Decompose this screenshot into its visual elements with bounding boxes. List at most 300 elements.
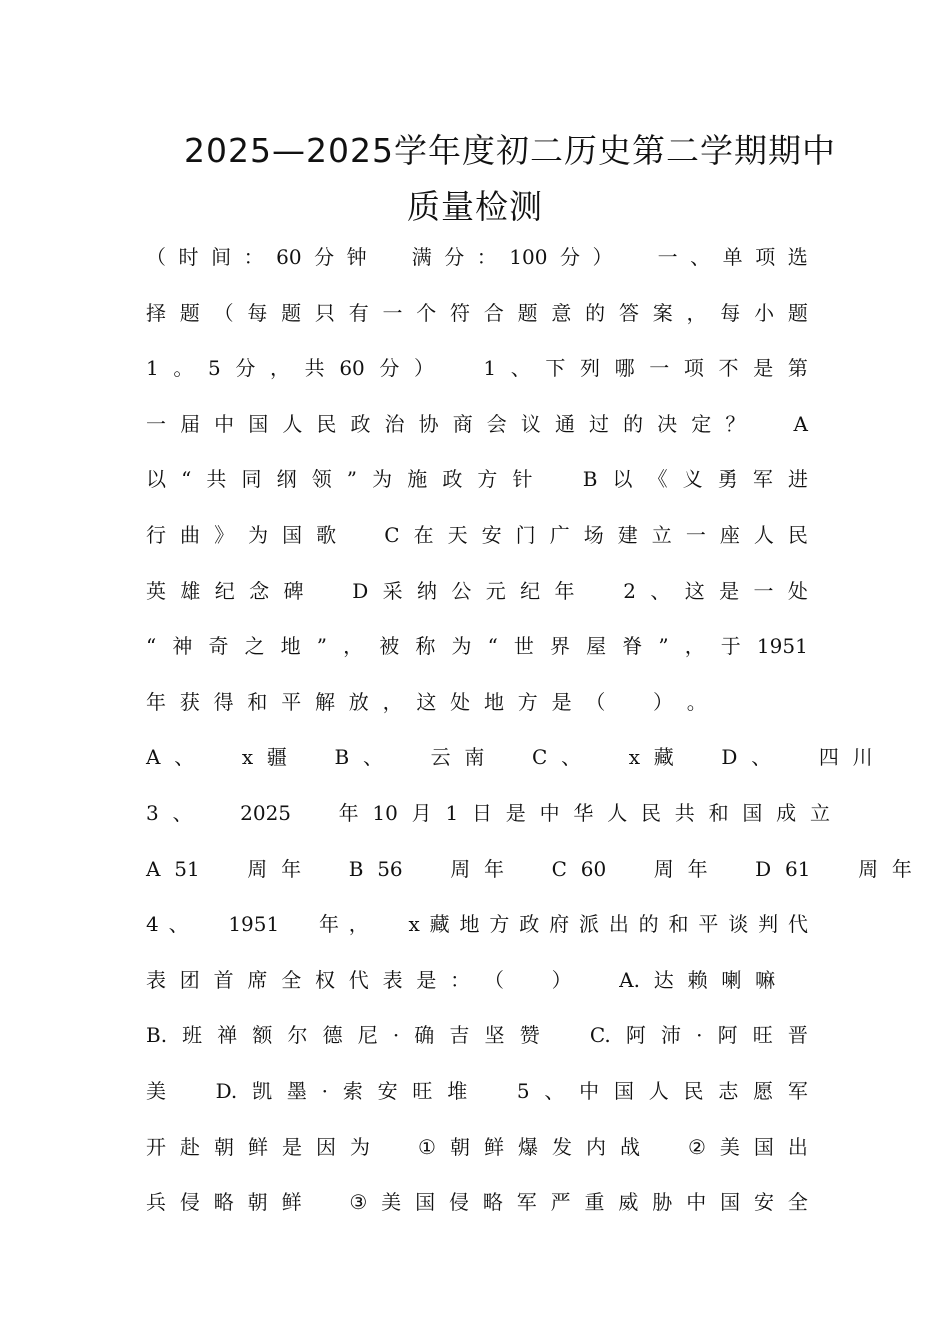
body-token (518, 854, 538, 884)
body-token: 只 (314, 300, 335, 325)
body-token: 门 (515, 523, 536, 547)
body-token: 这 (684, 578, 705, 603)
body-token: 略 (482, 1190, 503, 1215)
body-token (305, 798, 325, 828)
body-token: 》 (214, 523, 235, 547)
body-token: 符 (450, 300, 471, 325)
body-token: “ (487, 634, 498, 659)
body-token: 战 (619, 1134, 640, 1159)
body-token: 同 (241, 467, 262, 492)
body-token: 年 (891, 856, 912, 881)
body-token: 雄 (180, 578, 201, 603)
body-token: 纪 (520, 578, 541, 603)
body-token: 尼 (357, 1023, 378, 1048)
body-token: 略 (213, 1190, 234, 1215)
body-token (208, 742, 228, 772)
body-token: 权 (314, 967, 335, 992)
body-token: 小 (754, 300, 775, 325)
body-token (397, 742, 417, 772)
body-token: ” (316, 634, 328, 659)
body-token (548, 464, 568, 494)
body-token: 华 (573, 801, 594, 825)
body-token: A (146, 745, 161, 770)
body-token: 为 (451, 634, 472, 659)
body-token: 谈 (728, 912, 749, 937)
body-token: · (321, 1079, 329, 1103)
body-line-text (146, 576, 808, 606)
body-token: 题 (281, 300, 302, 325)
body-token: 年 (687, 856, 708, 881)
body-token: 的 (623, 411, 644, 436)
body-token: 人 (753, 523, 774, 547)
body-token: 、 (751, 745, 772, 770)
body-token: 人 (607, 801, 628, 825)
body-token: 的 (638, 912, 659, 937)
body-token (625, 242, 645, 272)
body-token: 和 (668, 912, 689, 937)
body-token: x (628, 745, 640, 770)
body-token: ） (414, 356, 435, 381)
body-line-text (146, 1132, 808, 1162)
body-line (146, 353, 808, 383)
body-token (824, 854, 844, 884)
body-token: 发 (551, 1134, 572, 1159)
body-line-text (146, 1020, 808, 1050)
body-token: 念 (249, 578, 270, 603)
body-token (315, 854, 335, 884)
body-token: 一 (382, 300, 403, 325)
body-line-text (146, 1076, 808, 1106)
body-token: 藏 (653, 745, 674, 770)
body-token: 题 (179, 300, 200, 325)
body-token: 100 (509, 245, 548, 269)
body-line-text (146, 520, 808, 550)
body-token: 2025 (240, 801, 292, 825)
body-token: 军 (787, 1079, 808, 1103)
body-token: 过 (589, 411, 610, 436)
body-token: 代 (787, 912, 808, 937)
body-token: 开 (146, 1134, 166, 1159)
body-token: 派 (578, 912, 599, 937)
body-token: 朝 (449, 1134, 470, 1159)
body-token: 治 (384, 411, 405, 436)
body-token: 为 (372, 467, 393, 492)
body-token: 府 (549, 912, 570, 937)
body-token (589, 576, 609, 606)
body-token (198, 909, 218, 939)
body-token: 墨 (286, 1079, 307, 1103)
body-token: 共 (304, 356, 325, 381)
body-token: 国 (282, 523, 303, 547)
body-line-text (146, 298, 808, 328)
body-token (449, 353, 469, 383)
body-token: 国 (753, 1134, 774, 1159)
body-token: 地 (483, 689, 504, 714)
body-token: 3 (146, 801, 159, 825)
body-line-text (146, 353, 808, 383)
body-token: 项 (755, 245, 776, 269)
body-token: 处 (450, 689, 471, 714)
body-token: 61 (785, 856, 811, 881)
body-token: 、 (561, 745, 582, 770)
body-token: A. (619, 967, 640, 992)
body-line (146, 1187, 808, 1217)
body-token (498, 742, 518, 772)
body-token: 、 (174, 745, 195, 770)
body-line (146, 798, 830, 828)
body-token (379, 242, 399, 272)
body-token (721, 854, 741, 884)
body-token: 场 (583, 523, 604, 547)
body-token (785, 742, 805, 772)
body-token: 立 (809, 801, 830, 825)
body-token: 中 (539, 801, 560, 825)
body-token: 坚 (484, 1023, 505, 1048)
body-token (585, 965, 605, 995)
body-token: 为 (248, 523, 269, 547)
body-token: 愿 (753, 1079, 774, 1103)
body-token (301, 742, 321, 772)
body-token: 一 (146, 411, 166, 436)
body-token: 立 (651, 523, 672, 547)
body-line-text (146, 687, 808, 717)
body-token: 军 (516, 1190, 537, 1215)
body-token: 中 (579, 1079, 600, 1103)
body-token (318, 576, 338, 606)
body-token: ， (348, 912, 369, 937)
body-token: 判 (758, 912, 779, 937)
body-token: 出 (787, 1134, 808, 1159)
body-token: 义 (682, 467, 703, 492)
body-token: 以 (612, 467, 633, 492)
body-token: 重 (584, 1190, 605, 1215)
body-token: ？ (725, 411, 746, 436)
body-token: 第 (787, 356, 808, 381)
body-token: （ (146, 245, 166, 269)
body-token: 美 (146, 1079, 166, 1103)
body-token: 团 (179, 967, 200, 992)
body-token (350, 520, 370, 550)
document-title-line-1: 2025—2025学年度初二历史第二学期期中 (184, 131, 836, 170)
body-token: 中 (686, 1190, 707, 1215)
body-token: 以 (146, 467, 166, 492)
body-token: 赴 (180, 1134, 200, 1159)
body-token: 60 (339, 356, 365, 381)
body-token: 方 (477, 467, 498, 492)
body-token: 1951 (756, 634, 808, 659)
body-token: 平 (281, 689, 302, 714)
body-token: （ (213, 300, 234, 325)
body-token: 纲 (276, 467, 297, 492)
body-token: 阿 (717, 1023, 738, 1048)
body-token: 民 (316, 411, 337, 436)
body-token: 国 (415, 1190, 436, 1215)
body-token: B (348, 856, 364, 881)
body-token: 奇 (208, 634, 229, 659)
body-token: 国 (248, 411, 269, 436)
body-token: 方 (489, 912, 510, 937)
body-token (181, 1076, 201, 1106)
body-line (146, 298, 808, 328)
body-token: （ (483, 967, 504, 992)
body-token: 共 (674, 801, 695, 825)
body-token: C. (589, 1023, 611, 1048)
body-token: 人 (648, 1079, 669, 1103)
body-token: 处 (787, 578, 808, 603)
body-token: 、 (168, 912, 189, 937)
body-line (146, 409, 808, 439)
body-token: 胁 (652, 1190, 673, 1215)
body-token: ， (684, 634, 705, 659)
body-token: 疆 (266, 745, 287, 770)
body-line (146, 965, 808, 995)
body-token: 尔 (287, 1023, 308, 1048)
body-token: 歌 (316, 523, 337, 547)
body-token: 1 (146, 356, 159, 381)
body-token: 分 (379, 356, 400, 381)
body-token: 放 (348, 689, 369, 714)
body-line-text (146, 854, 912, 884)
body-token: 是 (416, 967, 437, 992)
body-token (595, 742, 615, 772)
body-token (416, 854, 436, 884)
body-token: 天 (447, 523, 468, 547)
body-token: 获 (179, 689, 200, 714)
body-token: ， (270, 356, 291, 381)
body-token: 年 (554, 578, 575, 603)
body-token: 阿 (625, 1023, 646, 1048)
body-token: 1951 (228, 912, 280, 937)
body-token: 针 (512, 467, 533, 492)
body-token: ” (346, 467, 358, 492)
body-token: 南 (464, 745, 485, 770)
body-token: ② (687, 1134, 706, 1159)
body-token: 月 (411, 801, 432, 825)
body-token: 额 (252, 1023, 273, 1048)
body-token: 解 (314, 689, 335, 714)
body-token: 达 (653, 967, 674, 992)
body-token: 成 (776, 801, 797, 825)
body-token: ） (551, 967, 572, 992)
body-token: 得 (213, 689, 234, 714)
body-token: 英 (146, 578, 166, 603)
body-token: 单 (722, 245, 743, 269)
body-token: 和 (247, 689, 268, 714)
body-token: 确 (414, 1023, 435, 1048)
body-token: 年 (318, 912, 339, 937)
body-token: 政 (442, 467, 463, 492)
body-token: 施 (407, 467, 428, 492)
body-token (688, 742, 708, 772)
body-token: 朝 (214, 1134, 234, 1159)
body-token (482, 1076, 502, 1106)
body-token: B (582, 467, 598, 492)
body-token (619, 687, 639, 717)
body-token (384, 1132, 404, 1162)
body-line (146, 1020, 808, 1050)
body-token: 碑 (283, 578, 304, 603)
body-token: 60 (276, 245, 302, 269)
body-token: D (721, 745, 738, 770)
body-token: 地 (459, 912, 480, 937)
body-token: 屋 (586, 634, 607, 659)
body-token: 方 (517, 689, 538, 714)
body-token: 侵 (448, 1190, 469, 1215)
body-token: 10 (372, 801, 398, 825)
body-token (214, 854, 234, 884)
body-token: 1 (445, 801, 459, 825)
body-token: 严 (550, 1190, 571, 1215)
body-token: 钟 (346, 245, 367, 269)
body-token: D. (215, 1079, 238, 1103)
body-token: 一 (657, 245, 678, 269)
body-token: 凯 (252, 1079, 273, 1103)
body-token: 、 (544, 1079, 565, 1103)
body-token (654, 1132, 674, 1162)
body-token: 间 (211, 245, 232, 269)
body-token: 民 (787, 523, 808, 547)
body-token: 志 (718, 1079, 739, 1103)
body-token: 周 (653, 856, 674, 881)
body-token: 国 (742, 801, 763, 825)
body-token: 题 (517, 300, 538, 325)
body-token: 不 (718, 356, 739, 381)
body-line (146, 1076, 808, 1106)
body-token: ” (658, 634, 669, 659)
body-token: A (146, 856, 161, 881)
body-line-text (146, 798, 830, 828)
body-line (146, 854, 912, 884)
body-token: 出 (608, 912, 629, 937)
body-token: 世 (513, 634, 534, 659)
body-token: 年 (338, 801, 359, 825)
body-token: 神 (172, 634, 193, 659)
body-line (146, 909, 808, 939)
body-line (146, 687, 808, 717)
body-token: ， (382, 689, 403, 714)
body-token: ： (243, 245, 264, 269)
body-token: D (755, 856, 772, 881)
body-token: 行 (146, 523, 166, 547)
body-token: 四 (818, 745, 839, 770)
body-token: 兵 (146, 1190, 166, 1215)
body-token: 界 (550, 634, 571, 659)
body-token: 年 (484, 856, 505, 881)
body-token: · (696, 1023, 703, 1048)
body-token: 届 (180, 411, 201, 436)
body-token: 政 (350, 411, 371, 436)
body-token: 是 (282, 1134, 302, 1159)
body-token: 是 (505, 801, 526, 825)
body-token (379, 909, 399, 939)
body-token: 一 (649, 356, 670, 381)
body-token: 周 (247, 856, 268, 881)
body-token: B. (146, 1023, 168, 1048)
body-line-text (146, 631, 808, 661)
body-token: 为 (350, 1134, 370, 1159)
body-token: 安 (753, 1190, 774, 1215)
body-token: 军 (752, 467, 773, 492)
body-token: 称 (415, 634, 436, 659)
body-token: 分 (560, 245, 581, 269)
body-token: 民 (640, 801, 661, 825)
body-token (555, 1020, 575, 1050)
body-token: 中 (214, 411, 235, 436)
body-token: 表 (146, 967, 166, 992)
body-token: 决 (657, 411, 678, 436)
body-token: 是 (719, 578, 740, 603)
body-token (759, 409, 779, 439)
body-token: 德 (322, 1023, 343, 1048)
body-token: 纳 (417, 578, 438, 603)
body-token: 纪 (214, 578, 235, 603)
body-token: 周 (450, 856, 471, 881)
body-token: 爆 (517, 1134, 538, 1159)
body-token: 平 (698, 912, 719, 937)
body-token: 班 (182, 1023, 203, 1048)
body-token: 朝 (247, 1190, 268, 1215)
body-token: 政 (519, 912, 540, 937)
body-token: 会 (486, 411, 507, 436)
body-token: 美 (719, 1134, 740, 1159)
body-token (206, 798, 226, 828)
body-token: 定 (691, 411, 712, 436)
body-token: 、 (510, 356, 531, 381)
body-token: 鲜 (248, 1134, 268, 1159)
body-token: 选 (787, 245, 808, 269)
body-token: 共 (206, 467, 227, 492)
body-token (518, 965, 538, 995)
body-line (146, 464, 808, 494)
body-token: 人 (282, 411, 303, 436)
body-line-text (146, 242, 808, 272)
body-token: “ (146, 634, 157, 659)
body-token: 脊 (622, 634, 643, 659)
body-token: 地 (280, 634, 301, 659)
body-token: 商 (452, 411, 473, 436)
body-line-text (146, 742, 873, 772)
body-token: A (793, 411, 808, 436)
body-token: 侵 (179, 1190, 200, 1215)
body-token: 是 (753, 356, 774, 381)
body-token: 周 (858, 856, 879, 881)
body-token: 这 (416, 689, 437, 714)
body-token: 威 (618, 1190, 639, 1215)
body-token: 题 (787, 300, 808, 325)
body-token: 堆 (447, 1079, 468, 1103)
body-token: B (334, 745, 350, 770)
body-token: 云 (430, 745, 451, 770)
body-token: 公 (451, 578, 472, 603)
body-token: C (551, 856, 567, 881)
body-token: 国 (613, 1079, 634, 1103)
body-token: （ (585, 689, 606, 714)
body-token (620, 854, 640, 884)
body-token: 有 (348, 300, 369, 325)
body-token: 索 (342, 1079, 363, 1103)
body-token: 51 (174, 856, 200, 881)
body-token: 5 (208, 356, 221, 381)
body-token: 56 (377, 856, 403, 881)
body-token: ） (652, 689, 673, 714)
body-line-text (146, 909, 808, 939)
body-token: 案 (652, 300, 673, 325)
body-token (315, 1187, 335, 1217)
body-token: x (241, 745, 254, 770)
body-token: 、 (172, 801, 193, 825)
body-token: 禅 (217, 1023, 238, 1048)
body-token: 川 (852, 745, 873, 770)
